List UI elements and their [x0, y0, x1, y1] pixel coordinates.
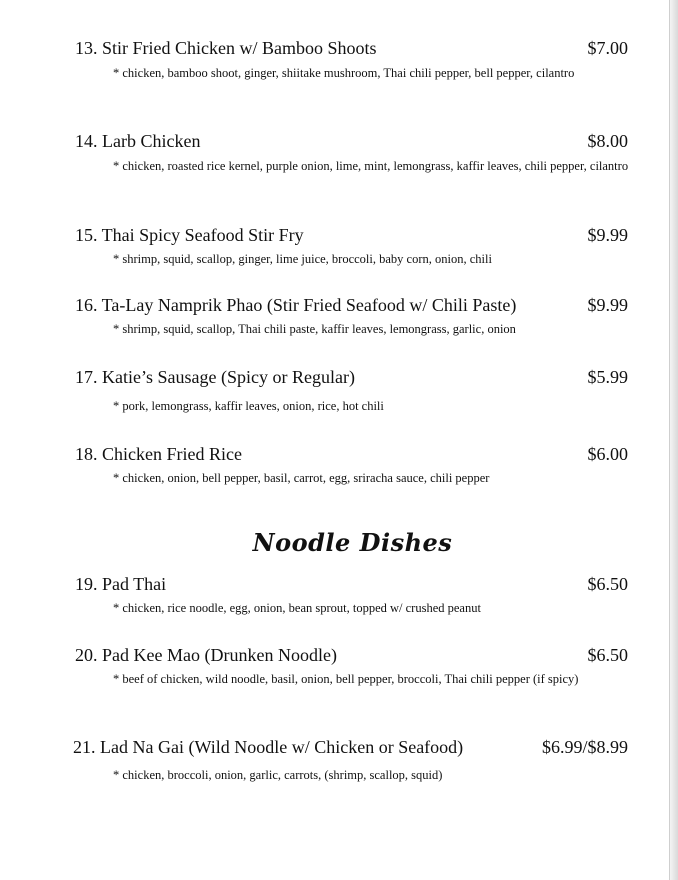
item-price: $8.00 — [587, 131, 628, 151]
menu-item-16 — [0, 295, 670, 336]
item-price: $9.99 — [587, 295, 628, 315]
item-description: * chicken, bamboo shoot, ginger, shiitake mushroom, Thai chili pepper, bell pepper, cilantro — [113, 66, 575, 80]
menu-item-13 — [0, 38, 670, 80]
item-description: * chicken, roasted rice kernel, purple onion, lime, mint, lemongrass, kaffir leaves, chili pepper, cilantro — [113, 159, 629, 173]
menu-item-21 — [0, 737, 670, 782]
item-price: $6.99/$8.99 — [541, 737, 628, 757]
item-name: 16. Ta-Lay Namprik Phao (Stir Fried Seafood w/ Chili Paste) — [75, 295, 517, 315]
section-title-noodle-dishes: Noodle Dishes — [252, 528, 453, 557]
item-description: * shrimp, squid, scallop, Thai chili paste, kaffir leaves, lemongrass, garlic, onion — [113, 322, 516, 336]
item-description: * chicken, broccoli, onion, garlic, carrots, (shrimp, scallop, squid) — [113, 768, 443, 782]
item-price: $6.00 — [587, 444, 628, 464]
menu-item-19 — [0, 574, 670, 615]
menu-item-17 — [0, 367, 670, 413]
item-name: 14. Larb Chicken — [75, 131, 201, 151]
item-price: $6.50 — [587, 645, 628, 665]
item-description: * shrimp, squid, scallop, ginger, lime juice, broccoli, baby corn, onion, chili — [113, 252, 492, 266]
item-name: 20. Pad Kee Mao (Drunken Noodle) — [75, 645, 337, 665]
item-description: * beef of chicken, wild noodle, basil, onion, bell pepper, broccoli, Thai chili pepper (if spicy) — [113, 672, 579, 686]
menu-item-20 — [0, 645, 670, 686]
item-name: 19. Pad Thai — [75, 574, 167, 594]
item-name: 17. Katie’s Sausage (Spicy or Regular) — [75, 367, 355, 387]
item-price: $5.99 — [587, 367, 628, 387]
menu-item-15 — [0, 225, 670, 266]
page-edge — [669, 0, 678, 880]
item-price: $9.99 — [587, 225, 628, 245]
item-name: 18. Chicken Fried Rice — [75, 444, 242, 464]
item-name: 15. Thai Spicy Seafood Stir Fry — [75, 225, 304, 245]
menu-item-18 — [0, 444, 670, 485]
item-price: $6.50 — [587, 574, 628, 594]
item-price: $7.00 — [587, 38, 628, 58]
item-name: 13. Stir Fried Chicken w/ Bamboo Shoots — [75, 38, 377, 58]
menu-item-14 — [0, 131, 670, 173]
item-description: * chicken, rice noodle, egg, onion, bean sprout, topped w/ crushed peanut — [113, 601, 481, 615]
item-description: * pork, lemongrass, kaffir leaves, onion, rice, hot chili — [113, 399, 384, 413]
item-name: 21. Lad Na Gai (Wild Noodle w/ Chicken or Seafood) — [73, 737, 464, 757]
item-description: * chicken, onion, bell pepper, basil, carrot, egg, sriracha sauce, chili pepper — [113, 471, 490, 485]
